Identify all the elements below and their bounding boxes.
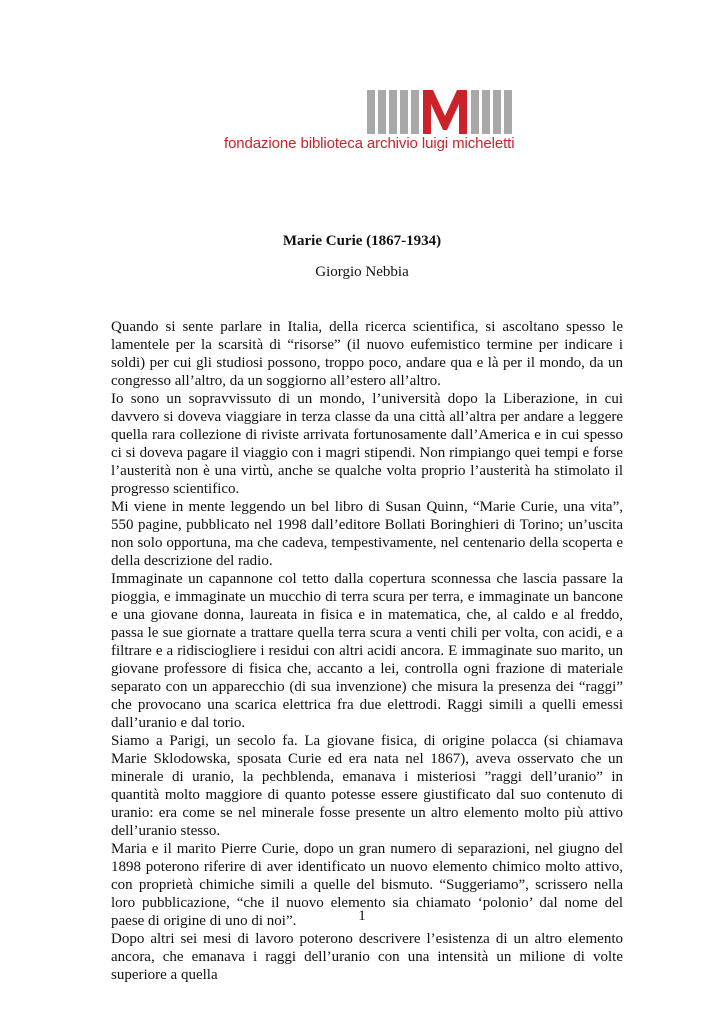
paragraph: Io sono un sopravvissuto di un mondo, l’università dopo la Liberazione, in cui davvero si doveva viaggiare in terza classe da una città all’altra per andare a leggere quella rara collezione di riviste arrivata fortunosamente dall’America e in cui spesso ci si doveva pagare il viaggio con i magri stipendi. Non rimpiango quei tempi e forse l’austerità non è una virtù, anche se qualche volta proprio l’austerità ha stimolato il progresso scientifico. [111,391,623,497]
paragraph: Siamo a Parigi, un secolo fa. La giovane fisica, di origine polacca (si chiamava Marie Sklodowska, sposata Curie ed era nata nel 1867), aveva osservato che un minerale di uranio, la pechblenda, emanava i misteriosi ”raggi dell’uranio” in quantità molto maggiore di quanto potesse essere giustificato dal suo contenuto di uranio: era come se nel minerale fosse presente un altro elemento molto più attivo dell’uranio stesso. [111,733,623,839]
paragraph: Quando si sente parlare in Italia, della ricerca scientifica, si ascoltano spesso le lamentele per la scarsità di “risorse” (il nuovo eufemistico termine per indicare i soldi) per cui gli studiosi possono, troppo poco, andare qua e là per il mondo, da un congresso all’altro, da un soggiorno all’estero all’altro. [111,319,623,389]
paragraph: Mi viene in mente leggendo un bel libro di Susan Quinn, “Marie Curie, una vita”, 550 pagine, pubblicato nel 1998 dall’editore Bollati Boringhieri di Torino; un’uscita non solo opportuna, ma che cadeva, tempestivamente, nel centenario della scoperta e della descrizione del radio. [111,499,623,569]
page-number: 1 [358,908,366,924]
article-body [111,318,623,984]
article-title: Marie Curie (1867-1934) [282,233,442,249]
logo-mark-icon [367,90,517,134]
foundation-logo [224,90,514,160]
paragraph: Dopo altri sei mesi di lavoro poterono descrivere l’esistenza di un altro elemento ancora, che emanava i raggi dell’uranio con una intensità un milione di volte superiore a quella [111,931,623,983]
paragraph: Maria e il marito Pierre Curie, dopo un gran numero di separazioni, nel giugno del 1898 poterono riferire di aver identificato un nuovo elemento chimico molto attivo, con proprietà chimiche simili a quelle del bismuto. “Suggeriamo”, scrissero nella loro pubblicazione, “che il nuovo elemento sia chiamato ‘polonio’ dal nome del paese di origine di uno di noi”. [111,841,623,929]
logo-wordmark: fondazione biblioteca archivio luigi micheletti [224,135,515,152]
paragraph: Immaginate un capannone col tetto dalla copertura sconnessa che lascia passare la pioggia, e immaginate un mucchio di terra scura per terra, e immaginate un bancone e una giovane donna, laureata in fisica e in matematica, che, al caldo e al freddo, passa le sue giornate a trattare quella terra scura a venti chili per volta, con acidi, e a filtrare e a ridisciogliere i residui con altri acidi ancora. E immaginate suo marito, un giovane professore di fisica che, accanto a lei, controlla ogni frazione di materiale separato con un apparecchio (di sua invenzione) che misura la presenza dei “raggi” che provocano una scarica elettrica fra due elettrodi. Raggi simili a quelli emessi dall’uranio e dal torio. [111,571,623,731]
article-author: Giorgio Nebbia [315,264,409,280]
